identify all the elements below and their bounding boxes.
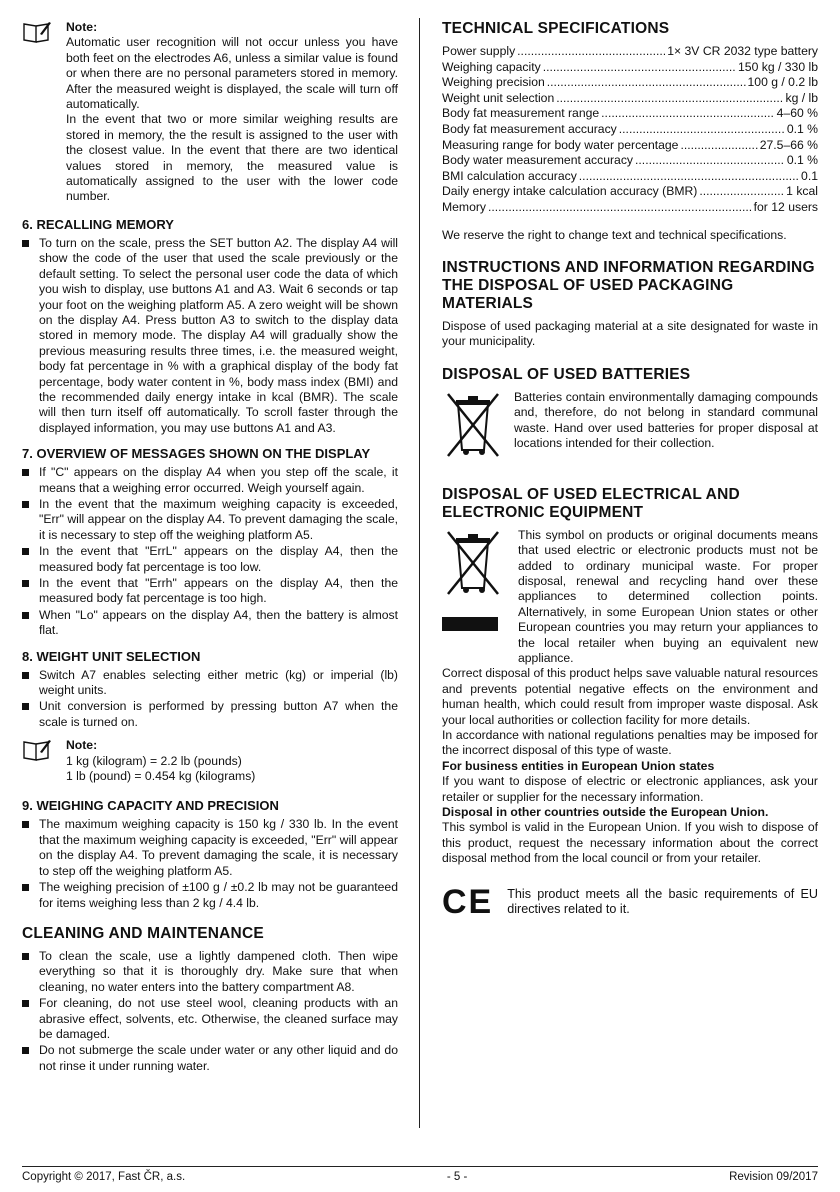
ce-block — [442, 882, 818, 921]
right-column — [442, 20, 818, 921]
list-item: In the event that the maximum weighing capacity is exceeded, "Err" will appear on the display A4. To prevent damaging the scale, it is necessary to step off the weighing platform A5. — [22, 497, 398, 543]
crossed-bin-icon — [442, 390, 504, 460]
weee-title: DISPOSAL OF USED ELECTRICAL AND ELECTRONIC EQUIPMENT — [442, 485, 740, 521]
weee-text: This symbol on products or original documents means that used electric or electronic products must not be added to ordinary municipal waste. For proper disposal, renewal and recycling hand over these appliances to determined collection points. Alternatively, in some European Union states or other European countries you may return your appliances to the local retailer when buying an equivalent new appliance. — [518, 527, 818, 665]
spec-label: Weighing precision — [442, 75, 545, 90]
spec-label: Body fat measurement range — [442, 106, 600, 121]
list-item: The weighing precision of ±100 g / ±0.2 lb may not be guaranteed for items weighing less than 2 kg / 4.4 lb. — [22, 880, 398, 911]
spec-leader — [601, 106, 774, 122]
spec-leader — [547, 75, 746, 91]
ce-mark: CE — [442, 882, 494, 921]
cleaning-title: CLEANING AND MAINTENANCE — [22, 924, 264, 942]
spec-value: 100 g / 0.2 lb — [747, 75, 818, 90]
note-line: 1 lb (pound) = 0.454 kg (kilograms) — [66, 769, 256, 784]
packaging-title: INSTRUCTIONS AND INFORMATION REGARDING THE DISPOSAL OF USED PACKAGING MATERIALS — [442, 258, 815, 312]
spec-leader — [699, 184, 784, 200]
weee-text: In accordance with national regulations penalties may be imposed for the incorrect disposal of this type of waste. — [442, 728, 818, 758]
note-paragraph: In the event that two or more similar weighing results are stored in memory, the the result is assigned to the user with the closest value. In the event that there are two identical values stored in memory, the measured value is automatically assigned to the user with the lower code number. — [66, 112, 398, 204]
spec-row — [442, 106, 818, 122]
list-item: If "C" appears on the display A4 when you step off the scale, it means that a weighing error occurred. Weigh yourself again. — [22, 465, 398, 496]
spec-value: 150 kg / 330 lb — [738, 59, 818, 74]
specs-title: TECHNICAL SPECIFICATIONS — [442, 20, 670, 37]
spec-row — [442, 153, 818, 169]
spec-leader — [488, 200, 752, 216]
spec-label: Measuring range for body water percentage — [442, 137, 679, 152]
batteries-text: Batteries contain environmentally damaging compounds and, therefore, do not belong in standard communal waste. Hand over used batteries for proper disposal at locations intended for their collection. — [514, 389, 818, 450]
spec-label: Weighing capacity — [442, 59, 541, 74]
spec-row — [442, 184, 818, 200]
weee-bar — [442, 617, 498, 631]
note-book-icon — [22, 738, 54, 784]
list-item: Unit conversion is performed by pressing button A7 when the scale is turned on. — [22, 699, 398, 730]
weee-text: Correct disposal of this product helps save valuable natural resources and prevents potential negative effects on the environment and human health, which could result from improper waste disposal. Ask your local authorities or collection facility for more details. — [442, 666, 818, 727]
weee-block — [442, 528, 818, 667]
section-8-title: 8. WEIGHT UNIT SELECTION — [22, 648, 201, 664]
packaging-text: Dispose of used packaging material at a site designated for waste in your municipality. — [442, 318, 818, 349]
spec-value: 1 kcal — [786, 184, 818, 199]
page-footer — [22, 1166, 818, 1183]
spec-row — [442, 138, 818, 154]
list-item: To turn on the scale, press the SET button A2. The display A4 will show the code of the user that used the scale previously or the default setting. To select the personal user code the data of which you wish to display, use buttons A1 and A3. Wait 6 seconds or tap your foot on the weighing platform A5. A zero weight will be shown on the display A4. Press button A3 to switch to the display data stored in memory mode. The display A4 will gradually show the previous measuring results three times, i.e. the measured weight, body fat percentage in % with a graphical display of the body fat percentage, body water content in %, body mass index (BMI) and the recommended daily energy intake in kcal (BMR). The scale will then turn itself off automatically. To scroll faster through the displayed information, you may use buttons A1 and A3. — [22, 236, 398, 436]
note-block — [22, 738, 398, 784]
crossed-bin-icon — [442, 528, 504, 598]
list-item: To clean the scale, use a lightly dampened cloth. Then wipe everything so that it is thoroughly dry. Make sure that when cleaning, no water enters into the battery compartment A8. — [22, 949, 398, 995]
section-7-title: 7. OVERVIEW OF MESSAGES SHOWN ON THE DISPLAY — [22, 446, 371, 462]
spec-value: 27.5–66 % — [759, 137, 818, 152]
note-title: Note: — [66, 738, 98, 753]
spec-leader — [619, 122, 785, 138]
spec-value: 0.1 % — [786, 121, 818, 136]
note-line: 1 kg (kilogram) = 2.2 lb (pounds) — [66, 753, 242, 768]
reserve-note: We reserve the right to change text and technical specifications. — [442, 227, 787, 242]
spec-value: for 12 users — [753, 199, 818, 214]
page-number: - 5 - — [446, 1171, 468, 1183]
section-6-title: 6. RECALLING MEMORY — [22, 216, 174, 232]
batteries-title: DISPOSAL OF USED BATTERIES — [442, 365, 691, 383]
weee-symbol — [442, 528, 508, 667]
note-title: Note: — [66, 20, 98, 34]
ce-text: This product meets all the basic requirements of EU directives related to it. — [507, 886, 818, 917]
revision: Revision 09/2017 — [729, 1171, 818, 1183]
note-paragraph: Automatic user recognition will not occur unless you have both feet on the electrodes A6, unless a similar value is found or when there are no personal parameters stored in memory. After the measured weight is displayed, the scale will turn off automatically. — [66, 35, 398, 112]
spec-leader — [635, 153, 785, 169]
specs-list — [442, 44, 818, 216]
spec-row — [442, 75, 818, 91]
spec-label: Body fat measurement accuracy — [442, 121, 617, 136]
spec-leader — [543, 60, 736, 76]
spec-row — [442, 44, 818, 60]
list-item: Switch A7 enables selecting either metric (kg) or imperial (lb) weight units. — [22, 668, 398, 699]
spec-label: Body water measurement accuracy — [442, 153, 634, 168]
spec-leader — [517, 44, 665, 60]
spec-row — [442, 122, 818, 138]
spec-row — [442, 60, 818, 76]
list-item: For cleaning, do not use steel wool, cleaning products with an abrasive effect, solvents, etc. Otherwise, the cleaned surface may be damaged. — [22, 996, 398, 1042]
list-item: Do not submerge the scale under water or any other liquid and do not rinse it under running water. — [22, 1043, 398, 1074]
list-item: In the event that "Errh" appears on the display A4, then the measured body fat percentage is too high. — [22, 576, 398, 607]
spec-row — [442, 169, 818, 185]
list-item: When "Lo" appears on the display A4, then the battery is almost flat. — [22, 608, 398, 639]
spec-row — [442, 200, 818, 216]
note-block — [22, 20, 398, 205]
spec-label: Memory — [442, 199, 487, 214]
spec-leader — [556, 91, 783, 107]
spec-label: BMI calculation accuracy — [442, 168, 577, 183]
spec-label: Power supply — [442, 44, 516, 58]
spec-leader — [579, 169, 799, 185]
spec-label: Weight unit selection — [442, 90, 555, 105]
business-text: If you want to dispose of electric or electronic appliances, ask your retailer or supplier for the necessary information. — [442, 774, 818, 804]
spec-value: kg / lb — [785, 90, 818, 105]
business-title: For business entities in European Union states — [442, 758, 715, 773]
spec-value: 0.1 % — [786, 153, 818, 168]
spec-label: Daily energy intake calculation accuracy (BMR) — [442, 184, 698, 199]
batteries-block — [442, 390, 818, 460]
left-column — [22, 20, 398, 1075]
spec-row — [442, 91, 818, 107]
column-divider — [419, 18, 420, 1128]
note-book-icon — [22, 20, 54, 205]
list-item: In the event that "ErrL" appears on the display A4, then the measured body fat percentage is too low. — [22, 544, 398, 575]
spec-value: 1× 3V CR 2032 type battery — [667, 44, 818, 58]
spec-value: 4–60 % — [776, 106, 818, 121]
list-item: The maximum weighing capacity is 150 kg / 330 lb. In the event that the maximum weighing capacity is exceeded, "Err" will appear on the display A4. To prevent damaging the scale, it is necessary to step off the weighing platform A5. — [22, 817, 398, 879]
section-9-title: 9. WEIGHING CAPACITY AND PRECISION — [22, 798, 279, 814]
copyright: Copyright © 2017, Fast ČR, a.s. — [22, 1171, 186, 1183]
spec-value: 0.1 — [801, 168, 818, 183]
outside-title: Disposal in other countries outside the European Union. — [442, 805, 769, 820]
outside-text: This symbol is valid in the European Union. If you wish to dispose of this product, request the necessary information about the correct disposal method from the local council or from your retailer. — [442, 820, 818, 866]
spec-leader — [680, 138, 757, 154]
